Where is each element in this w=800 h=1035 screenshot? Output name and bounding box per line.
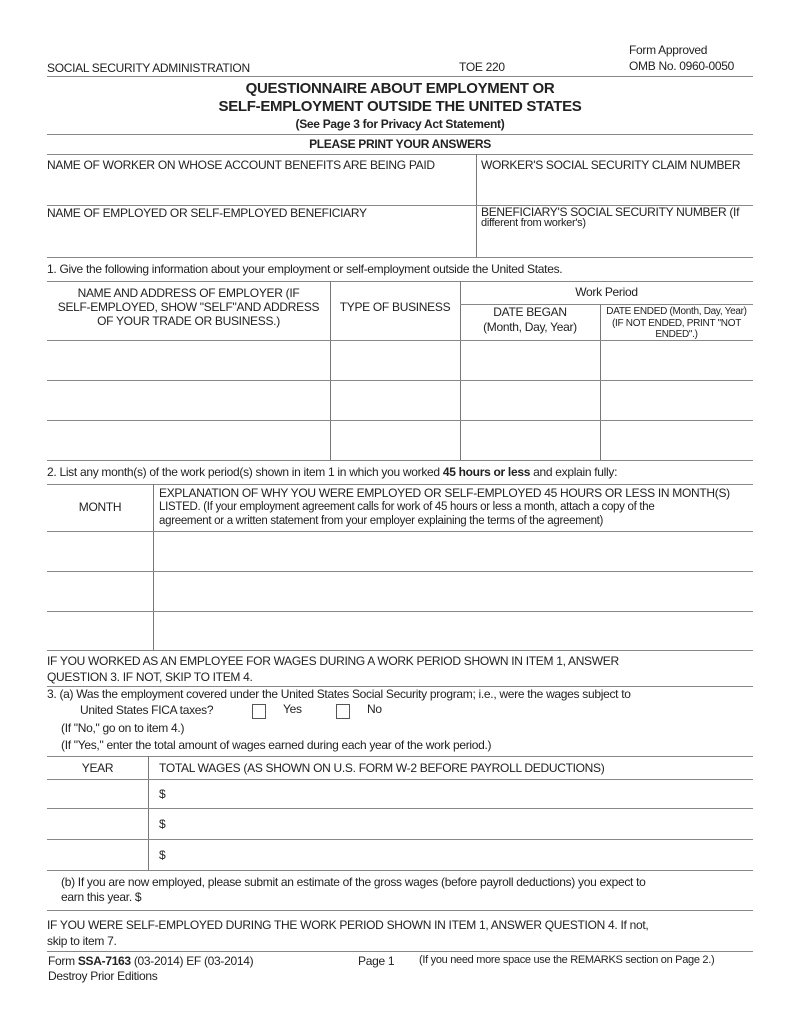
print-notice: PLEASE PRINT YOUR ANSWERS: [309, 137, 491, 151]
dollar-sign: $: [159, 848, 166, 862]
no-checkbox[interactable]: [336, 704, 350, 719]
destroy-note: Destroy Prior Editions: [48, 969, 158, 983]
omb-number: OMB No. 0960-0050: [629, 59, 734, 73]
remarks-note: (If you need more space use the REMARKS section on Page 2.): [419, 954, 715, 966]
form-number-post: (03-2014) EF (03-2014): [130, 954, 254, 968]
q2-text-bold: 45 hours or less: [442, 465, 531, 479]
wages-field[interactable]: [170, 841, 750, 869]
q2-text-post: and explain fully:: [530, 465, 618, 479]
explanation-header-1: EXPLANATION OF WHY YOU WERE EMPLOYED OR SELF-EMPLOYED 45 HOURS OR LESS IN MONTH(S): [159, 486, 730, 500]
worker-claim-label: WORKER'S SOCIAL SECURITY CLAIM NUMBER: [481, 158, 741, 172]
divider: [47, 870, 753, 871]
q4-instruction-1: IF YOU WERE SELF-EMPLOYED DURING THE WORK PERIOD SHOWN IN ITEM 1, ANSWER QUESTION 4. If not,: [47, 918, 649, 932]
form-title-line1: QUESTIONNAIRE ABOUT EMPLOYMENT OR: [245, 80, 555, 97]
year-field[interactable]: [47, 780, 147, 807]
divider: [47, 910, 753, 911]
q4-instruction-2: skip to item 7.: [47, 934, 117, 948]
date-ended-sub2: ENDED".): [655, 329, 698, 340]
date-began-header: DATE BEGAN: [493, 305, 567, 319]
date-began-sub: (Month, Day, Year): [483, 320, 577, 334]
year-field[interactable]: [47, 810, 147, 838]
divider: [47, 808, 753, 809]
q3-instruction-2: QUESTION 3. IF NOT, SKIP TO ITEM 4.: [47, 670, 253, 684]
date-ended-header: DATE ENDED (Month, Day, Year): [606, 306, 747, 317]
divider: [47, 951, 753, 952]
q2-text: [47, 465, 617, 479]
no-label: No: [367, 702, 382, 716]
form-code: TOE 220: [459, 60, 505, 74]
date-ended-sub: (IF NOT ENDED, PRINT "NOT: [611, 318, 742, 329]
approval-line1: Form Approved: [629, 43, 708, 57]
privacy-note: (See Page 3 for Privacy Act Statement): [295, 117, 505, 131]
month-header: MONTH: [78, 500, 122, 514]
estimated-wages-field[interactable]: [160, 889, 460, 905]
beneficiary-ssn-label: BENEFICIARY'S SOCIAL SECURITY NUMBER (If: [481, 205, 740, 219]
table-top: [47, 281, 753, 282]
year-header: YEAR: [81, 761, 114, 775]
month-row[interactable]: [47, 612, 753, 649]
month-row[interactable]: [47, 532, 753, 570]
form-number-pre: Form: [48, 954, 78, 968]
business-header: TYPE OF BUSINESS: [339, 300, 451, 314]
q3b-line1: (b) If you are now employed, please submit an estimate of the gross wages (before payroll deductions) you expect to: [61, 875, 646, 889]
form-title-line2: SELF-EMPLOYMENT OUTSIDE THE UNITED STATES: [218, 98, 582, 115]
wages-field[interactable]: [170, 780, 750, 807]
employment-row[interactable]: [47, 381, 753, 419]
divider: [47, 134, 753, 135]
employer-header-1: NAME AND ADDRESS OF EMPLOYER (IF: [77, 286, 300, 300]
worker-name-label: NAME OF WORKER ON WHOSE ACCOUNT BENEFITS ARE BEING PAID: [47, 158, 435, 172]
q2-text-pre: 2. List any month(s) of the work period(s) shown in item 1 in which you worked: [47, 465, 443, 479]
divider: [47, 154, 753, 155]
table-top: [47, 756, 753, 757]
employment-row[interactable]: [47, 421, 753, 459]
divider: [47, 650, 753, 651]
worker-name-field[interactable]: [47, 172, 473, 204]
beneficiary-name-label: NAME OF EMPLOYED OR SELF-EMPLOYED BENEFICIARY: [47, 206, 367, 220]
agency-name: SOCIAL SECURITY ADMINISTRATION: [47, 61, 250, 75]
divider: [47, 460, 753, 461]
col-divider: [148, 756, 149, 870]
year-field[interactable]: [47, 841, 147, 869]
worker-claim-field[interactable]: [480, 172, 752, 204]
work-period-header: Work Period: [575, 285, 638, 299]
dollar-sign: $: [159, 787, 166, 801]
q3-instruction-1: IF YOU WORKED AS AN EMPLOYEE FOR WAGES DURING A WORK PERIOD SHOWN IN ITEM 1, ANSWER: [47, 654, 619, 668]
page-number: Page 1: [358, 954, 395, 968]
if-yes-note: (If "Yes," enter the total amount of wages earned during each year of the work period.): [61, 738, 492, 752]
employer-header-3: OF YOUR TRADE OR BUSINESS.): [97, 314, 280, 328]
beneficiary-name-field[interactable]: [47, 222, 473, 256]
employer-header-2: SELF-EMPLOYED, SHOW "SELF"AND ADDRESS: [57, 300, 320, 314]
beneficiary-ssn-field[interactable]: [480, 232, 752, 256]
divider: [47, 76, 753, 77]
explanation-header-2: LISTED. (If your employment agreement calls for work of 45 hours or less a month, attach a copy of the: [159, 501, 655, 513]
divider: [47, 839, 753, 840]
q3a-line1: 3. (a) Was the employment covered under the United States Social Security program; i.e., were the wages subject to: [47, 687, 631, 701]
q1-text: 1. Give the following information about your employment or self-employment outside the United States.: [47, 262, 563, 276]
explanation-header-3: agreement or a written statement from your employer explaining the terms of the agreement): [159, 515, 604, 527]
beneficiary-ssn-label-2: different from worker's): [481, 217, 586, 229]
wages-header: TOTAL WAGES (AS SHOWN ON U.S. FORM W-2 BEFORE PAYROLL DEDUCTIONS): [159, 761, 605, 775]
form-number: [48, 954, 253, 968]
form-number-bold: SSA-7163: [77, 954, 131, 968]
q3a-line2: United States FICA taxes?: [80, 703, 214, 717]
employment-row[interactable]: [47, 341, 753, 379]
yes-label: Yes: [283, 702, 302, 716]
divider: [47, 257, 753, 258]
dollar-sign: $: [159, 817, 166, 831]
wages-field[interactable]: [170, 810, 750, 838]
if-no-note: (If "No," go on to item 4.): [61, 721, 185, 735]
q3b-line2: earn this year. $: [61, 890, 142, 904]
yes-checkbox[interactable]: [252, 704, 266, 719]
month-row[interactable]: [47, 572, 753, 610]
